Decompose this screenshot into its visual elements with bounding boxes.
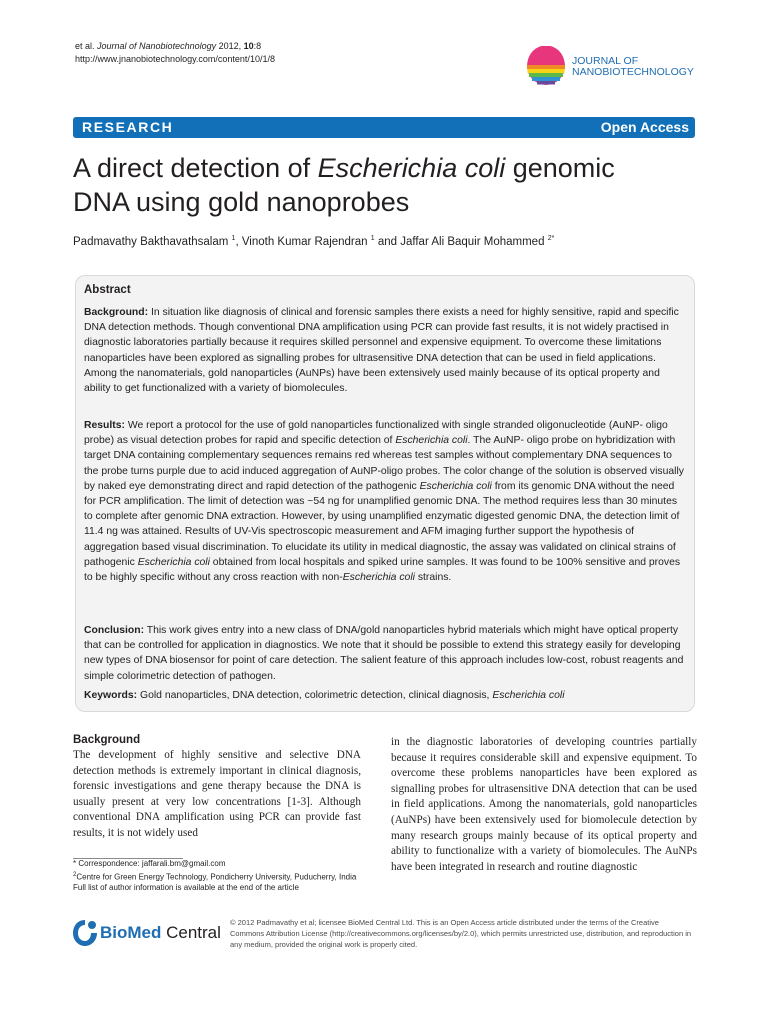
author-3-affil[interactable]: 2* [547, 235, 555, 242]
correspondence-email[interactable]: * Correspondence: jaffarali.bm@gmail.com [73, 859, 226, 868]
affiliation-number: 2 [73, 871, 77, 878]
author-info-note: Full list of author information is available at the end of the article [73, 882, 299, 892]
citation-article: :8 [253, 41, 262, 51]
rainbow-circle-icon [526, 46, 566, 86]
body-right-column: in the diagnostic laboratories of developing countries partially because it requires considerable skill and expensive equipment. To overcome these problems nanoparticles have been explored as signalling probes for ultrasensitive DNA detection that can be used in field applications. Among the nanomaterials, gold nanoparticles (AuNPs) have been extensively used for biomolecule detection by many research groups mainly because of its optical property and ability to functionalize with a variety of biomolecules. The AuNPs have been integrated in research and routine diagnostic [391, 736, 697, 873]
biomed-swoosh-icon [72, 918, 98, 948]
title-line1 [73, 151, 713, 185]
title-part1: A direct detection of [73, 153, 318, 183]
abstract-results-text-2: . The AuNP- oligo probe on hybridization with target DNA containing complementary sequences remains red whereas test samples without complementary DNA sequences to the probe turns purple due to acid induced aggregation of AuNP-oligo probes. The color change of the solution is observed visually by naked eye demonstrating direct and rapid detection of the pathogenic [84, 435, 684, 492]
central-word: Central [161, 923, 221, 942]
author-1-affil[interactable]: 1 [231, 235, 236, 242]
journal-logo [526, 46, 701, 86]
author-list [73, 232, 713, 249]
citation-volume: 10 [243, 41, 254, 51]
abstract-results-text-3: from its genomic DNA without the need for PCR amplification. The limit of detection was ~54 ng for unamplified genomic DNA. The method requires less than 30 minutes to complete after genomic DNA extraction. However, by using unamplified enzymatic digested genomic DNA, the detection limit of 11.4 ng was attained. Results of UV-Vis spectroscopic measurement and AFM imaging further support the hypothesis of aggregation based visual discrimination. To elucidate its utility in medical diagnostic, the assay was validated on clinical strains of pathogenic [84, 480, 680, 568]
abstract-results-species-2: Escherichia coli [419, 480, 492, 492]
affiliation-text: Centre for Green Energy Technology, Pondicherry University, Puducherry, India [76, 872, 357, 882]
abstract-results-species-1: Escherichia coli [395, 435, 468, 447]
author-2-affil[interactable]: 1 [370, 235, 375, 242]
journal-logo-text [572, 56, 694, 78]
title-part2: genomic [505, 153, 615, 183]
article-title [73, 151, 713, 219]
author-2: , Vinoth Kumar Rajendran [235, 235, 371, 248]
journal-logo-line1: JOURNAL OF [572, 55, 639, 67]
section-label: RESEARCH [82, 119, 174, 135]
footnotes [73, 859, 373, 893]
citation-header [75, 40, 275, 66]
abstract-results-text-5: strains. [414, 572, 452, 584]
affiliation [73, 870, 373, 883]
abstract-results-species-3: Escherichia coli [137, 556, 210, 568]
journal-logo-line2: NANOBIOTECHNOLOGY [572, 66, 694, 78]
article-url[interactable]: http://www.jnanobiotechnology.com/content/10/1/8 [75, 54, 275, 64]
biomed-central-text [100, 923, 221, 943]
author-3: and Jaffar Ali Baquir Mohammed [374, 235, 548, 248]
abstract-keywords-label: Keywords: [84, 690, 138, 701]
abstract-keywords-species: Escherichia coli [492, 690, 565, 701]
author-1: Padmavathy Bakthavathsalam [73, 235, 232, 248]
abstract-results-label: Results: [84, 420, 125, 431]
abstract-conclusion [84, 623, 688, 684]
abstract-conclusion-label: Conclusion: [84, 625, 145, 636]
title-species: Escherichia coli [317, 153, 506, 183]
abstract-results-text-4: obtained from local hospitals and spiked urine samples. It was found to be 100% sensitive and proves to be highly specific without any cross reaction with non- [84, 556, 681, 584]
biomed-central-logo [72, 916, 232, 950]
open-access-label: Open Access [600, 119, 689, 135]
citation-prefix: et al. [75, 41, 98, 51]
citation-line [75, 40, 275, 53]
title-line2: DNA using gold nanoprobes [73, 187, 410, 217]
background-heading: Background [73, 734, 141, 746]
abstract-background-label: Background: [84, 307, 149, 318]
abstract-results-species-4: Escherichia coli [342, 572, 415, 584]
abstract-keywords-text: Gold nanoparticles, DNA detection, colorimetric detection, clinical diagnosis, [137, 690, 493, 701]
abstract-results-text-1: We report a protocol for the use of gold nanoparticles functionalized with single stranded oligonucleotide (AuNP- oligo probe) as visual detection probes for rapid and specific detection of [84, 420, 668, 447]
body-left-column: The development of highly sensitive and selective DNA detection methods is extremely important in clinical diagnosis, forensic investigations and gene therapy because the DNA is usually present at very low concentrations [1-3]. Although conventional DNA amplification using PCR can provide fast results, it is not widely used [73, 749, 361, 839]
citation-year: 2012, [216, 41, 244, 51]
biomed-word: BioMed [100, 923, 162, 942]
abstract-background [84, 305, 688, 396]
abstract-background-text: In situation like diagnosis of clinical and forensic samples there exists a need for highly sensitive, rapid and specific DNA detection methods. Though conventional DNA amplification using PCR can provide fast results, it is not widely practised in diagnostic laboratories partially because it requires skilled personnel and expensive equipment. To overcome these limitations nanoparticles have been explored as signalling probes for ultrasensitive DNA detection that can be used in field applications. Among the nanomaterials, gold nanoparticles (AuNPs) have been extensively used mainly because of its optical property and ability to get functionalized with a variety of biomolecules. [84, 307, 679, 395]
abstract-heading: Abstract [84, 284, 131, 296]
journal-name-text: Journal of Nanobiotechnology [97, 41, 217, 51]
abstract-results [84, 418, 688, 585]
section-bar [73, 117, 695, 138]
abstract-conclusion-text: This work gives entry into a new class of DNA/gold nanoparticles hybrid materials which might have optical property that can be controlled for application in diagnostics. We note that it should be possible to extend this strategy easily for developing new types of DNA biosensor for point of care detection. The salient feature of this approach includes low-cost, robust reagents and simple colorimetric detection of pathogen. [84, 625, 684, 682]
abstract-keywords [84, 688, 688, 703]
license-text: © 2012 Padmavathy et al; licensee BioMed Central Ltd. This is an Open Access article distributed under the terms of the Creative Commons Attribution License (http://creativecommons.org/licenses/by/2.0), which permits unrestricted use, distribution, and reproduction in any medium, provided the original work is properly cited. [230, 918, 692, 949]
